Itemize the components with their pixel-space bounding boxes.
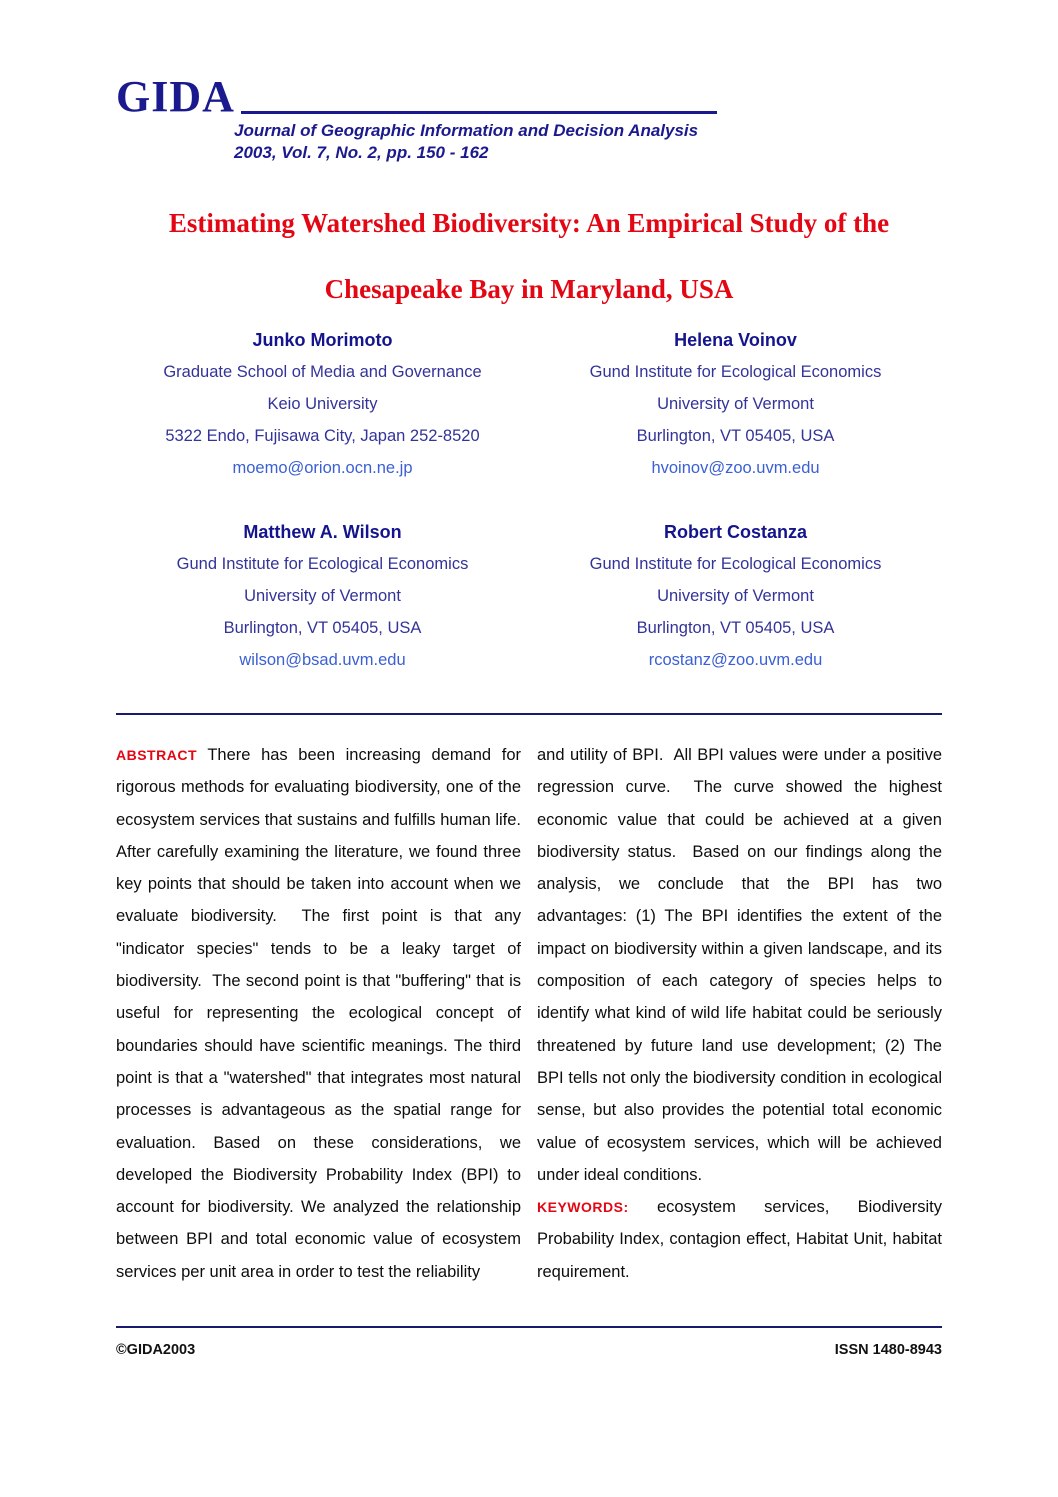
author-block-robert-costanza bbox=[529, 516, 942, 677]
authors-section bbox=[116, 324, 942, 677]
author-affiliation-line: Graduate School of Media and Governance bbox=[163, 363, 482, 381]
copyright-text: ©GIDA2003 bbox=[116, 1342, 196, 1358]
author-affiliation-line: Burlington, VT 05405, USA bbox=[636, 619, 835, 637]
author-block-matthew-wilson bbox=[116, 516, 529, 677]
keywords-text: ecosystem services, Biodiversity Probability Index, contagion effect, Habitat Unit, habitat requirement. bbox=[537, 1198, 947, 1281]
author-email-link[interactable]: rcostanz@zoo.uvm.edu bbox=[648, 651, 823, 669]
abstract-label: ABSTRACT bbox=[116, 747, 197, 763]
author-affiliation-line: University of Vermont bbox=[657, 587, 814, 605]
author-affiliation-line: University of Vermont bbox=[657, 395, 814, 413]
author-affiliation-line: Gund Institute for Ecological Economics bbox=[589, 555, 882, 573]
keywords-label: KEYWORDS: bbox=[537, 1199, 629, 1216]
author-affiliation-line: Gund Institute for Ecological Economics bbox=[589, 363, 882, 381]
abstract-top-rule bbox=[116, 713, 942, 715]
author-affiliation-line: Keio University bbox=[267, 395, 378, 413]
author-email-link[interactable]: hvoinov@zoo.uvm.edu bbox=[651, 459, 820, 477]
author-affiliation-line: Gund Institute for Ecological Economics bbox=[176, 555, 469, 573]
issn-text: ISSN 1480-8943 bbox=[834, 1342, 942, 1358]
abstract-column-left bbox=[116, 739, 526, 1288]
author-block-junko-morimoto bbox=[116, 324, 529, 485]
author-block-helena-voinov bbox=[529, 324, 942, 485]
paper-title-line2: Chesapeake Bay in Maryland, USA bbox=[324, 274, 734, 304]
journal-issue: 2003, Vol. 7, No. 2, pp. 150 - 162 bbox=[234, 143, 489, 162]
author-email-link[interactable]: moemo@orion.ocn.ne.jp bbox=[232, 459, 413, 477]
abstract-text-left: There has been increasing demand for rigorous methods for evaluating biodiversity, one of the ecosystem services that sustains and fulfills human life. After carefully examining the literature, we found three key points that should be taken into account when we evaluate biodiversity. The first point is that any "indicator species" tends to be a leaky target of biodiversity. The second point is that "buffering" that is useful for representing the ecological concept of boundaries should have scientific meanings. The third point is that a "watershed" that integrates most natural processes is advantageous as the spatial range for evaluation. Based on these considerations, we developed the Biodiversity Probability Index (BPI) to account for biodiversity. We analyzed the relationship between BPI and total economic value of ecosystem services per unit area in order to test the reliability bbox=[116, 746, 526, 1281]
author-email-link[interactable]: wilson@bsad.uvm.edu bbox=[239, 651, 406, 669]
author-affiliation-line: Burlington, VT 05405, USA bbox=[636, 427, 835, 445]
paper-title-line1: Estimating Watershed Biodiversity: An Empirical Study of the bbox=[168, 208, 890, 238]
keywords-paragraph bbox=[537, 1191, 947, 1288]
author-name: Robert Costanza bbox=[663, 522, 807, 542]
author-affiliation-line: Burlington, VT 05405, USA bbox=[223, 619, 422, 637]
abstract-section bbox=[116, 739, 947, 1288]
logo-underline bbox=[241, 111, 717, 114]
abstract-text-right: and utility of BPI. All BPI values were under a positive regression curve. The curve showed the highest economic value that could be achieved at a given biodiversity status. Based on our findings along the analysis, we conclude that the BPI has two advantages: (1) The BPI identifies the extent of the impact on biodiversity within a given landscape, and its composition of each category of species helps to identify what kind of wild life habitat could be seriously threatened by future land use development; (2) The BPI tells not only the biodiversity condition in ecological sense, but also provides the potential total economic value of ecosystem services, which will be achieved under ideal conditions. bbox=[537, 746, 947, 1184]
journal-header bbox=[116, 72, 942, 121]
author-name: Matthew A. Wilson bbox=[243, 522, 402, 542]
page-footer bbox=[116, 1326, 942, 1358]
author-affiliation-line: 5322 Endo, Fujisawa City, Japan 252-8520 bbox=[165, 427, 480, 445]
author-name: Junko Morimoto bbox=[252, 330, 393, 350]
author-name: Helena Voinov bbox=[674, 330, 797, 350]
abstract-text-right-wrap bbox=[537, 739, 947, 1191]
journal-name: Journal of Geographic Information and Decision Analysis bbox=[234, 121, 699, 140]
abstract-column-right bbox=[537, 739, 947, 1288]
journal-logo: GIDA bbox=[116, 72, 235, 121]
author-affiliation-line: University of Vermont bbox=[244, 587, 401, 605]
journal-info bbox=[234, 120, 942, 164]
